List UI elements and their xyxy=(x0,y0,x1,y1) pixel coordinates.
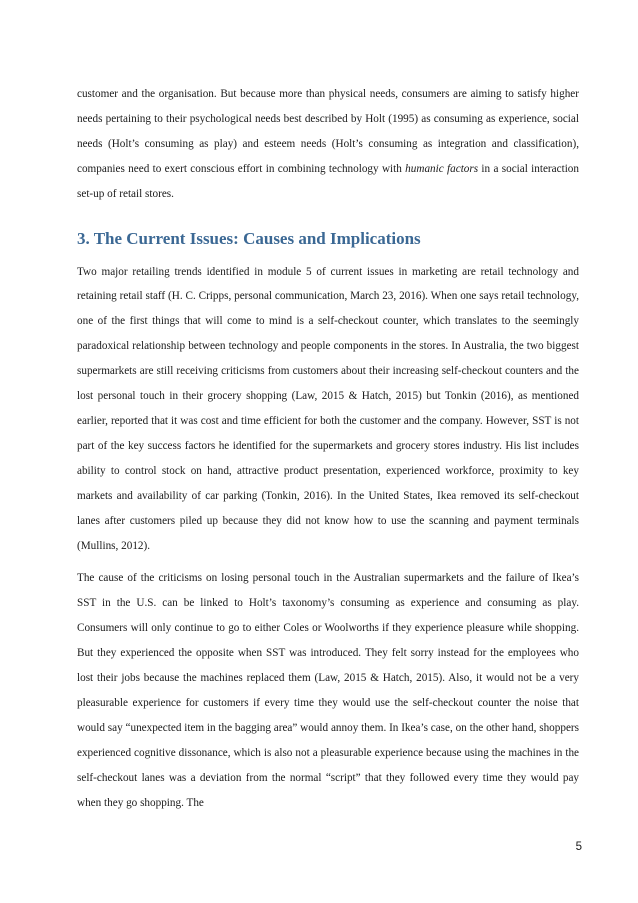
body-paragraph-1: Two major retailing trends identified in module 5 of current issues in marketing are retail technology and retaining retail staff (H. C. Cripps, personal communication, March 23, 2016). When one says retail technology, one of the first things that will come to mind is a self-checkout counter, which translates to the seemingly paradoxical relationship between technology and people components in the stores. In Australia, the two biggest supermarkets are still receiving criticisms from customers about their increasing self-checkout counters and the lost personal touch in their grocery shopping (Law, 2015 & Hatch, 2015) but Tonkin (2016), as mentioned earlier, reported that it was cost and time efficient for both the customer and the company. However, SST is not part of the key success factors he identified for the supermarkets and grocery stores industry. His list includes ability to control stock on hand, attractive product presentation, experienced workforce, proximity to key markets and availability of car parking (Tonkin, 2016). In the United States, Ikea removed its self-checkout lanes after customers piled up because they did not know how to use the scanning and payment terminals (Mullins, 2012). xyxy=(77,265,579,552)
section-heading: 3. The Current Issues: Causes and Implications xyxy=(77,228,421,248)
intro-text: customer and the organisation. But because more than physical needs, consumers are aiming to satisfy higher needs pertaining to their psychological needs best described by Holt (1995) as consuming as experience, social needs (Holt’s consuming as play) and esteem needs (Holt’s consuming as integration and classification), companies need to exert conscious effort in combining technology with xyxy=(77,88,579,175)
intro-italic-term: humanic factors xyxy=(405,162,479,175)
body-paragraph-2: The cause of the criticisms on losing personal touch in the Australian supermarkets and the failure of Ikea’s SST in the U.S. can be linked to Holt’s taxonomy’s consuming as experience and consuming as play. Consumers will only continue to go to either Coles or Woolworths if they experience pleasure while shopping. But they experienced the opposite when SST was introduced. They felt sorry instead for the employees who lost their jobs because the machines replaced them (Law, 2015 & Hatch, 2015). Also, it would not be a very pleasurable experience for customers if every time they would use the self-checkout counter the noise that would say “unexpected item in the bagging area” would annoy them. In Ikea’s case, on the other hand, shoppers experienced cognitive dissonance, which is also not a pleasurable experience because using the machines in the self-checkout lanes was a deviation from the normal “script” that they followed every time they would pay when they go shopping. The xyxy=(77,572,579,809)
intro-paragraph xyxy=(77,82,579,207)
intro-text-end: in a social interaction set-up of retail stores. xyxy=(77,162,579,200)
page-number: 5 xyxy=(575,841,582,853)
